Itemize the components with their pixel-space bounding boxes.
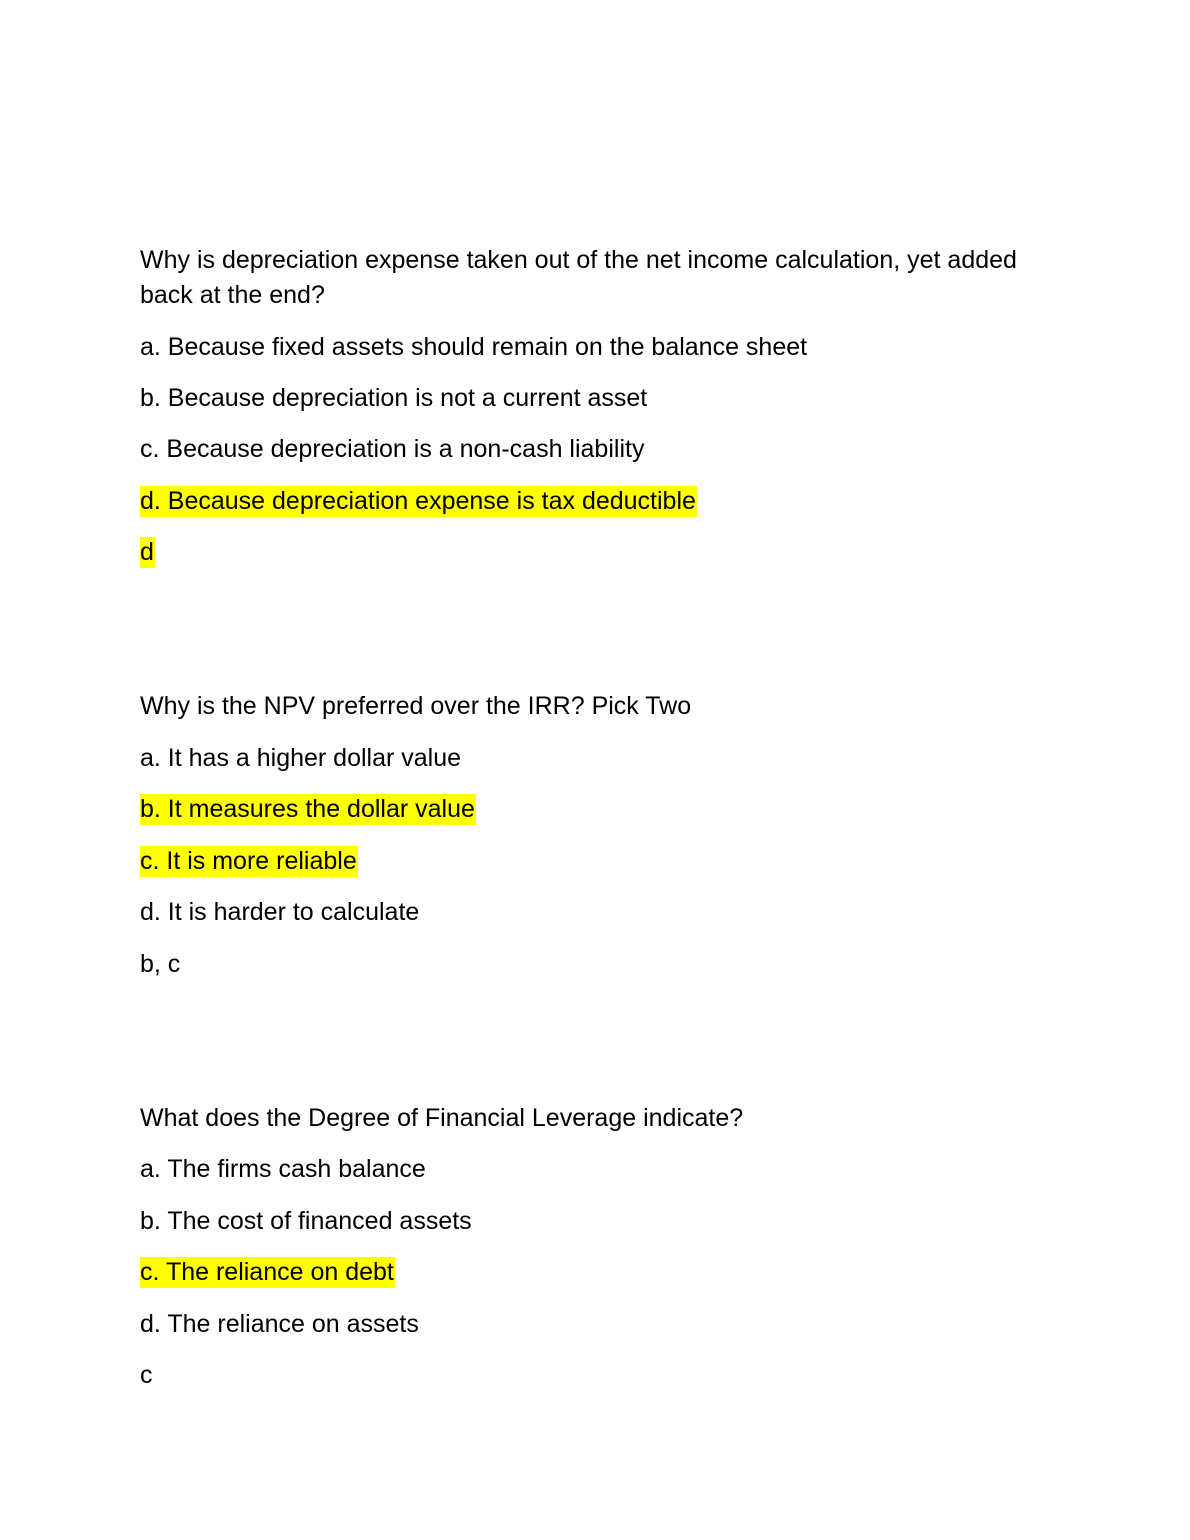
question-3-option-b: b. The cost of financed assets (140, 1207, 472, 1235)
question-3-text: What does the Degree of Financial Leverage indicate? (140, 1104, 744, 1132)
question-3-option-d: d. The reliance on assets (140, 1310, 419, 1338)
highlighted-option: c. The reliance on debt (140, 1258, 394, 1286)
highlighted-option: b. It measures the dollar value (140, 795, 475, 823)
question-1-option-b: b. Because depreciation is not a current asset (140, 384, 648, 412)
question-3-option-a: a. The firms cash balance (140, 1155, 426, 1183)
question-2-text: Why is the NPV preferred over the IRR? Pick Two (140, 692, 692, 720)
highlighted-option: c. It is more reliable (140, 847, 357, 875)
question-2-option-b (140, 792, 476, 827)
highlighted-answer: d (140, 538, 154, 566)
question-2-option-c (140, 844, 358, 879)
question-1-option-d (140, 484, 697, 519)
question-3-option-c (140, 1255, 395, 1290)
question-1-text-line-1: Why is depreciation expense taken out of the net income calculation, yet added (140, 246, 1017, 274)
question-1-text-line-2: back at the end? (140, 281, 325, 309)
question-1-option-c: c. Because depreciation is a non-cash liability (140, 435, 645, 463)
highlighted-option: d. Because depreciation expense is tax deductible (140, 487, 696, 515)
question-2-option-d: d. It is harder to calculate (140, 898, 420, 926)
question-3-answer: c (140, 1361, 153, 1389)
question-2-option-a: a. It has a higher dollar value (140, 744, 462, 772)
question-2-answer: b, c (140, 950, 181, 978)
question-1-answer (140, 535, 155, 570)
question-1-option-a: a. Because fixed assets should remain on the balance sheet (140, 333, 808, 361)
